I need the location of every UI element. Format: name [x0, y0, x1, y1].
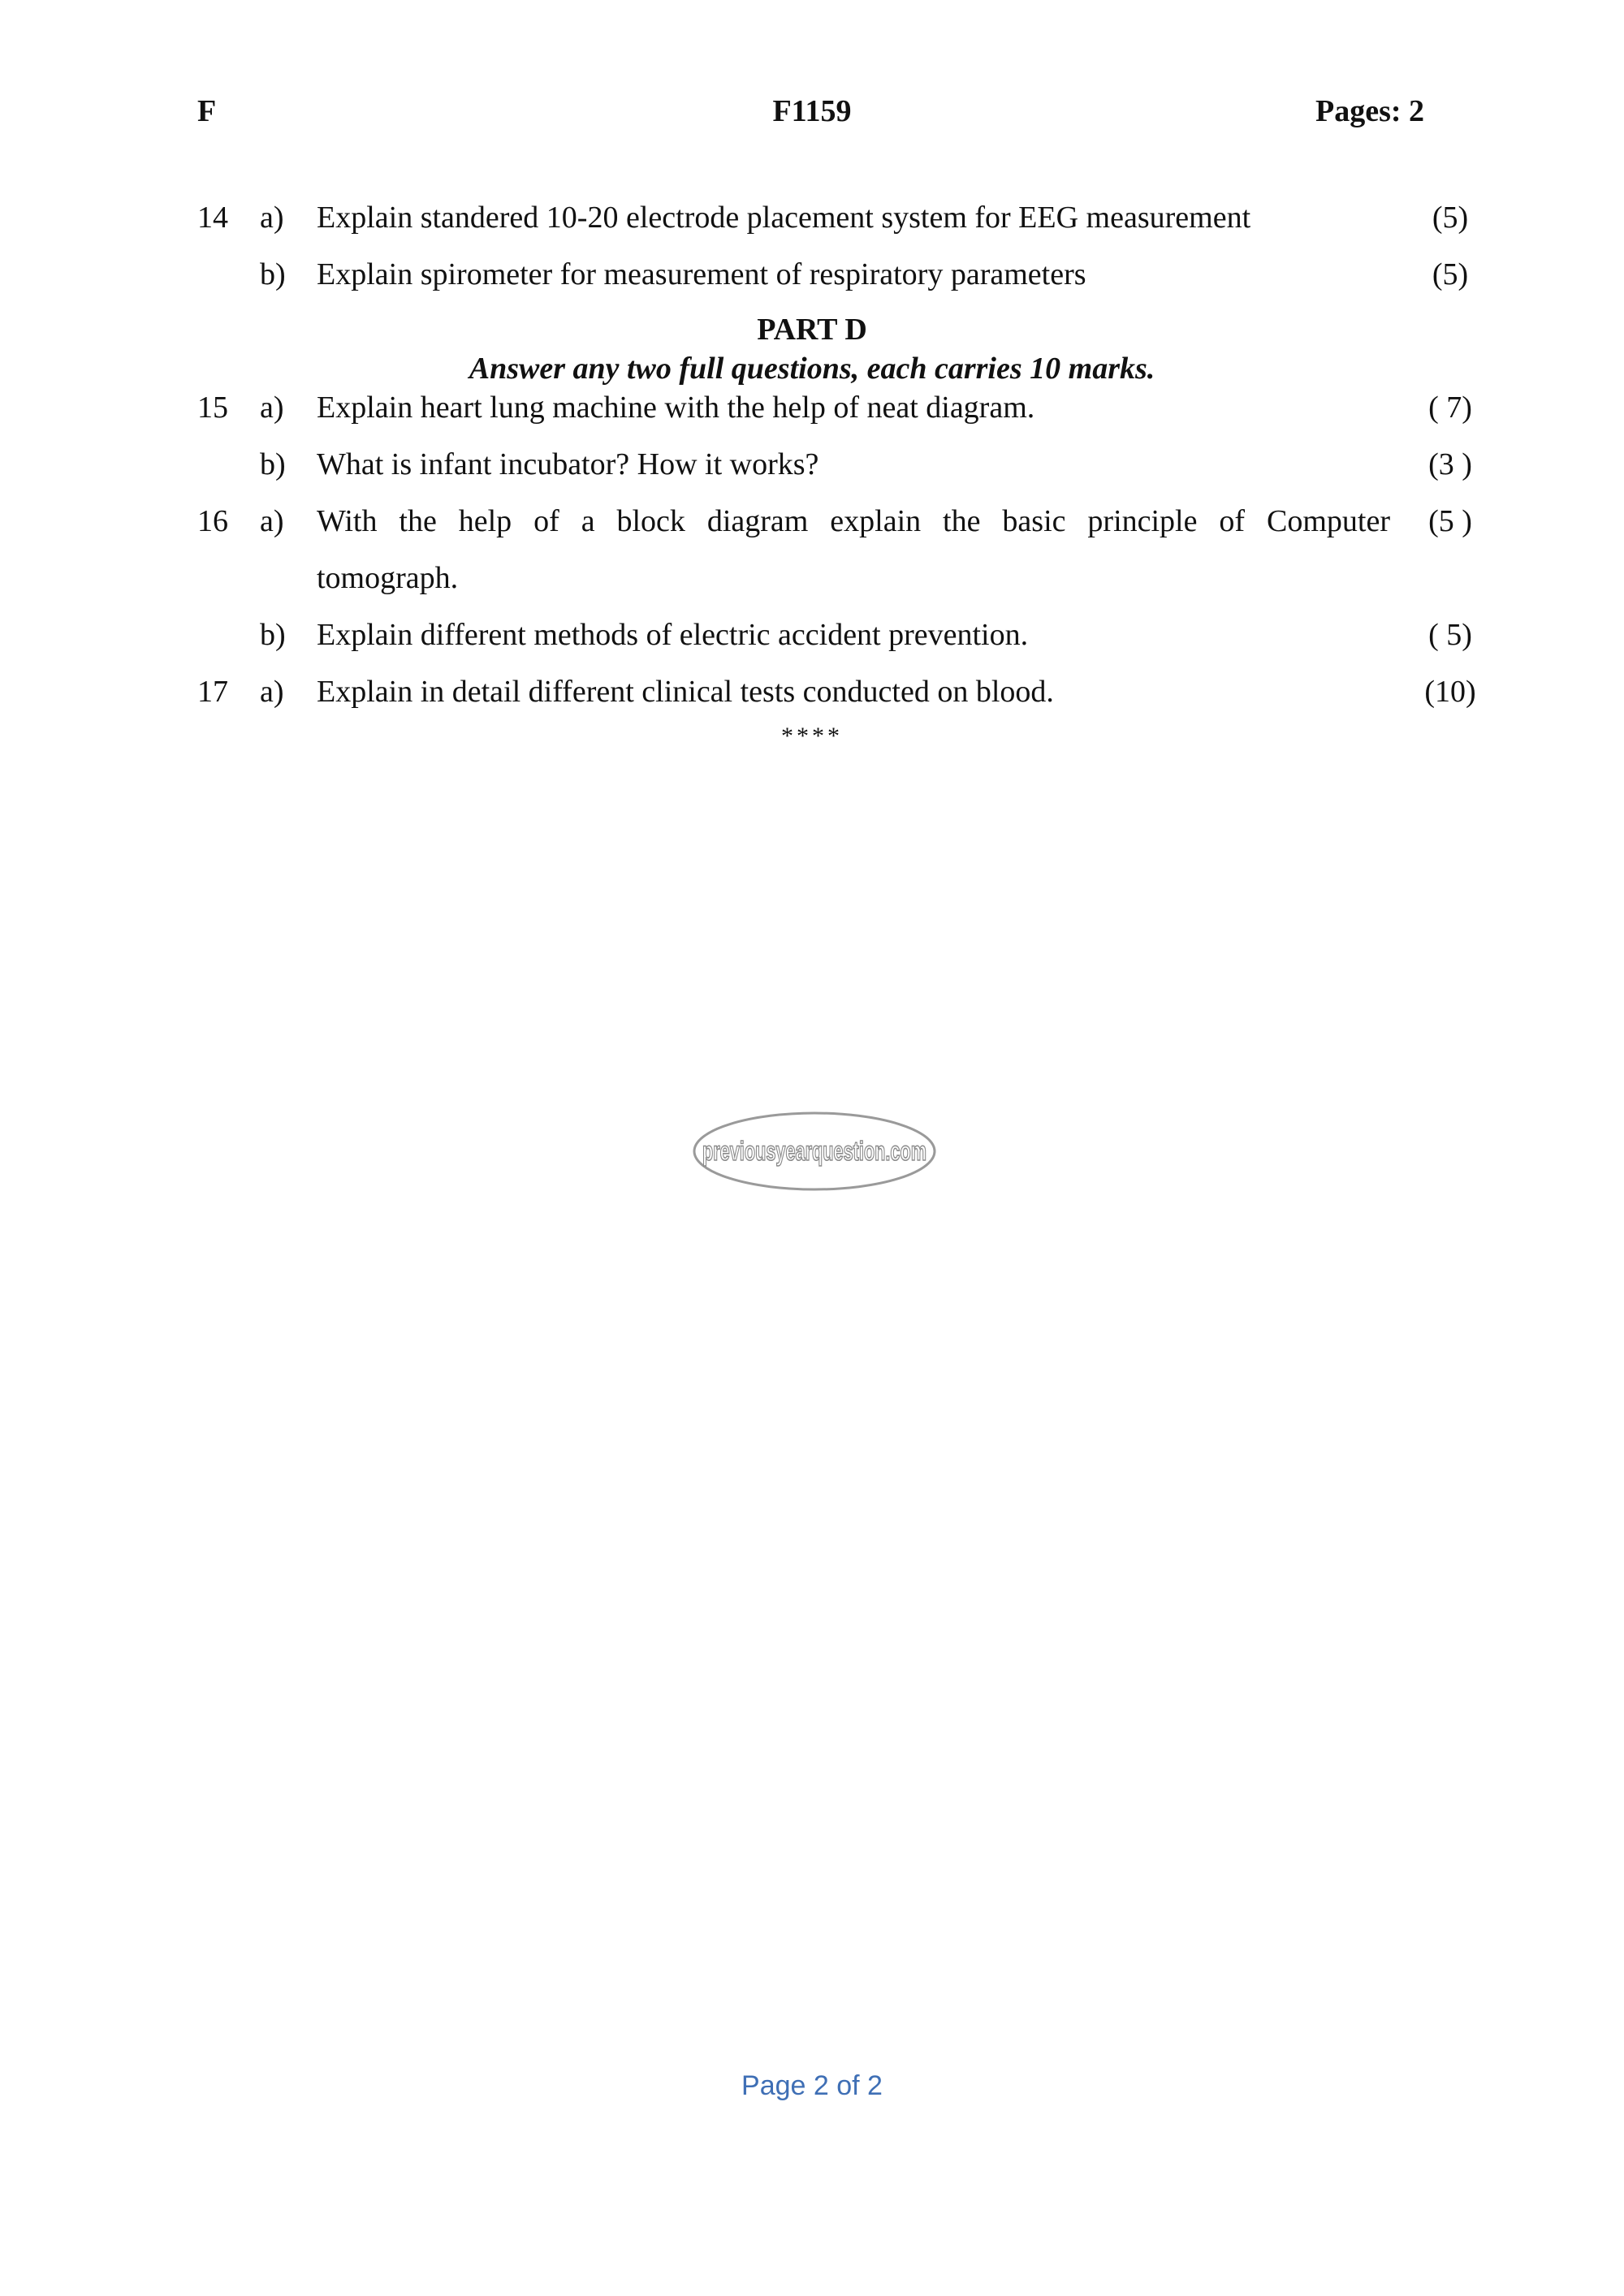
part-d-title: PART D: [757, 313, 867, 347]
question-row: [0, 383, 1624, 432]
part-d-instruction: Answer any two full questions, each carries 10 marks.: [469, 352, 1155, 386]
header-paper-code: F1159: [772, 94, 852, 128]
question-part: a): [260, 201, 284, 235]
question-number: 17: [197, 675, 228, 709]
question-text: Explain in detail different clinical tests conducted on blood.: [317, 675, 1054, 709]
question-part: a): [260, 504, 284, 538]
question-text-continued: tomograph.: [317, 561, 459, 595]
question-part: b): [260, 447, 286, 481]
header-page-count: Pages: 2: [1315, 94, 1425, 128]
question-row-continued: [0, 554, 1624, 602]
question-text: With the help of a block diagram explain the basic principle of Computer: [317, 504, 1390, 538]
question-part: a): [260, 675, 284, 709]
watermark-text: previousyearquestion.com: [702, 1136, 926, 1166]
question-row: [0, 611, 1624, 659]
question-row: [0, 440, 1624, 489]
question-number: 15: [197, 391, 228, 425]
header-series-code: F: [197, 94, 217, 128]
page-footer: Page 2 of 2: [741, 2070, 883, 2101]
question-row: [0, 667, 1624, 716]
question-marks: ( 7): [1428, 391, 1472, 425]
question-marks: (10): [1424, 675, 1476, 709]
question-row: [0, 250, 1624, 299]
watermark-logo: [692, 1111, 937, 1192]
question-marks: (5): [1432, 257, 1469, 291]
question-text: Explain heart lung machine with the help of neat diagram.: [317, 391, 1035, 425]
question-text: What is infant incubator? How it works?: [317, 447, 819, 481]
question-text: Explain different methods of electric accident prevention.: [317, 618, 1029, 652]
question-marks: (3 ): [1428, 447, 1472, 481]
question-number: 14: [197, 201, 228, 235]
question-marks: (5): [1432, 201, 1469, 235]
question-part: b): [260, 257, 286, 291]
question-marks: (5 ): [1428, 504, 1472, 538]
question-text: Explain spirometer for measurement of respiratory parameters: [317, 257, 1086, 291]
question-part: a): [260, 391, 284, 425]
end-of-paper-mark: ****: [781, 723, 843, 749]
question-row: [0, 497, 1624, 546]
question-text: Explain standered 10-20 electrode placement system for EEG measurement: [317, 201, 1251, 235]
question-part: b): [260, 618, 286, 652]
question-number: 16: [197, 504, 228, 538]
question-row: [0, 193, 1624, 242]
question-marks: ( 5): [1428, 618, 1472, 652]
